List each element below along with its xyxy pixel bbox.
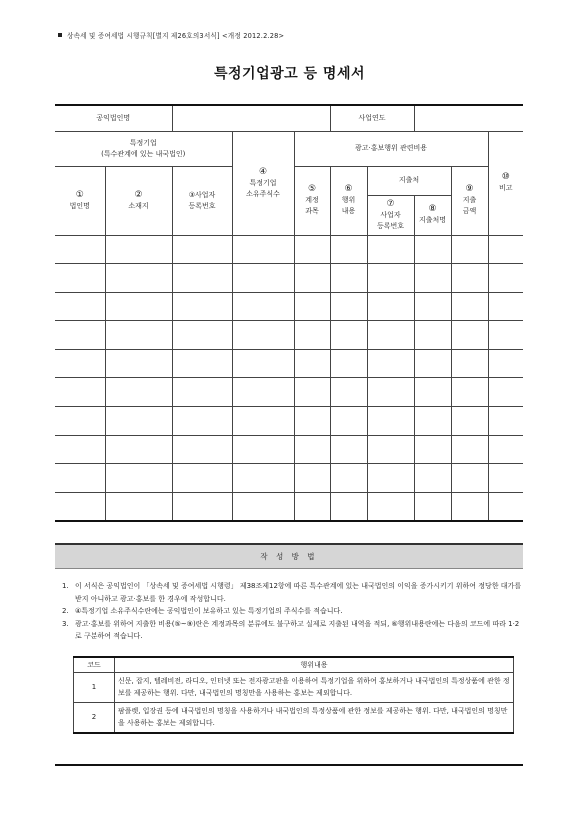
specific-corp-group-header [55,131,232,166]
entry-cell[interactable] [414,464,451,493]
fiscal-year-label: 사업연도 [330,105,414,131]
col-shares-header [232,131,294,235]
col-account-label-1: 계정 [305,196,319,204]
corp-name-label: 공익법인명 [55,105,172,131]
entry-cell[interactable] [330,235,367,264]
entry-cell[interactable] [330,292,367,321]
table-row [55,464,523,493]
entry-cell[interactable] [488,435,523,464]
entry-cell[interactable] [330,264,367,293]
guide-note-number: 2. [62,607,69,615]
corp-name-field[interactable] [172,105,330,131]
guide-note-text: 이 서식은 공익법인이 「상속세 및 증여세법 시행령」 제38조제12항에 따른 특수관계에 있는 내국법인의 이익을 증가시키기 위하여 정당한 대가를 받지 아니하고 광고·홍보를 한 경우에 작성합니다. [75,582,522,603]
entry-cell[interactable] [172,378,232,407]
col-location-number: ② [134,189,143,200]
entry-cell[interactable] [330,464,367,493]
col-payee-bizno-number: ⑦ [386,198,395,209]
entry-cell[interactable] [172,492,232,521]
col-amount-number: ⑨ [465,184,474,194]
entry-cell[interactable] [488,464,523,493]
col-action-number: ⑥ [344,184,353,194]
entry-cell[interactable] [294,235,330,264]
col-payee-name-label: 지출처명 [418,216,447,224]
specific-corp-sublabel: (특수관계에 있는 내국법인) [101,149,186,158]
entry-cell[interactable] [367,464,414,493]
entry-cell[interactable] [294,292,330,321]
col-account-number: ⑤ [307,184,317,194]
col-amount-label-1: 지출 [462,196,477,204]
entry-cell[interactable] [172,292,232,321]
entry-cell[interactable] [55,407,105,436]
entry-cell[interactable] [330,349,367,378]
entry-cell[interactable] [330,378,367,407]
table-row [55,235,523,264]
entry-cell[interactable] [488,349,523,378]
col-corp-name-number: ① [75,189,84,200]
entry-cell[interactable] [488,492,523,521]
table-row [55,321,523,350]
entry-cell[interactable] [232,235,294,264]
entry-cell[interactable] [55,292,105,321]
entry-cell[interactable] [488,235,523,264]
entry-cell[interactable] [451,292,488,321]
entry-cell[interactable] [451,407,488,436]
table-row [55,349,523,378]
entry-cell[interactable] [55,378,105,407]
entry-cell[interactable] [294,464,330,493]
entry-cell[interactable] [330,407,367,436]
writing-guide-header: 작 성 방 법 [55,543,523,569]
col-bizno-header [172,166,232,235]
entry-cell[interactable] [55,264,105,293]
entry-cell[interactable] [488,292,523,321]
entry-cell[interactable] [105,292,172,321]
entry-cell[interactable] [55,435,105,464]
entry-cell[interactable] [105,321,172,350]
col-account-label-2: 과목 [305,207,319,215]
entry-cell[interactable] [105,407,172,436]
entry-cell[interactable] [488,407,523,436]
col-location-label: 소재지 [128,201,149,210]
entry-cell[interactable] [232,321,294,350]
statement-table [55,104,523,522]
guide-note-3 [62,618,524,643]
entry-cell[interactable] [414,235,451,264]
entry-cell[interactable] [232,407,294,436]
entry-cell[interactable] [105,492,172,521]
col-shares-label-2: 소유주식수 [246,189,280,198]
code-value: 1 [74,672,115,702]
entry-cell[interactable] [105,349,172,378]
entry-cell[interactable] [367,492,414,521]
code-column-header: 코드 [74,657,115,672]
code-value: 2 [74,702,115,733]
entry-cell[interactable] [294,492,330,521]
entry-cell[interactable] [367,321,414,350]
entry-cell[interactable] [105,264,172,293]
table-row [55,264,523,293]
specific-corp-label: 특정기업 [129,138,157,147]
entry-cell[interactable] [451,235,488,264]
col-action-label-2: 내용 [341,207,356,215]
entry-cell[interactable] [367,435,414,464]
entry-cell[interactable] [414,378,451,407]
col-bizno-label-2: 등록번호 [188,201,216,210]
entry-cell[interactable] [294,435,330,464]
entry-cell[interactable] [55,464,105,493]
col-location-header [105,166,172,235]
form-reference-text: 상속세 및 증여세법 시행규칙[별지 제26호의3서식] <개정 2012.2.28> [67,32,285,40]
entry-cell[interactable] [294,264,330,293]
entry-cell[interactable] [488,378,523,407]
entry-cell[interactable] [451,435,488,464]
col-payee-name-number: ⑧ [428,204,437,214]
code-description: 팜플렛, 입장권 등에 내국법인의 명칭을 사용하거나 내국법인의 특정상품에 관한 정보를 제공하는 행위. 다만, 내국법인의 명칭만을 사용하는 홍보는 제외합니다. [115,702,514,733]
entry-cell[interactable] [172,321,232,350]
entry-cell[interactable] [232,292,294,321]
col-bizno-label-1: ③사업자 [188,190,216,199]
col-remarks-number: ⑩ [501,172,510,182]
col-amount-header [451,166,488,235]
col-action-header [330,166,367,235]
entry-cell[interactable] [232,492,294,521]
entry-cell[interactable] [451,321,488,350]
table-row [55,407,523,436]
col-remarks-header [488,131,523,235]
payee-group-header: 지출처 [367,166,451,195]
entry-cell[interactable] [367,292,414,321]
col-account-header [294,166,330,235]
entry-cell[interactable] [105,464,172,493]
entry-cell[interactable] [414,407,451,436]
entry-cell[interactable] [172,235,232,264]
entry-cell[interactable] [451,464,488,493]
entry-cell[interactable] [330,492,367,521]
entry-cell[interactable] [232,264,294,293]
col-payee-bizno-label-2: 등록번호 [376,221,405,230]
entry-cell[interactable] [105,435,172,464]
entry-cell[interactable] [451,378,488,407]
entry-cell[interactable] [367,349,414,378]
entry-cell[interactable] [414,349,451,378]
entry-cell[interactable] [172,464,232,493]
entry-cell[interactable] [172,407,232,436]
table-row [55,378,523,407]
col-action-label-1: 행위 [341,196,356,204]
guide-note-2 [62,605,524,618]
page-title: 특정기업광고 등 명세서 [214,66,365,82]
entry-cell[interactable] [294,321,330,350]
entry-cell[interactable] [414,292,451,321]
entry-cell[interactable] [294,378,330,407]
entry-cell[interactable] [55,349,105,378]
guide-note-1 [62,580,524,605]
guide-note-number: 1. [62,582,69,590]
entry-cell[interactable] [232,464,294,493]
entry-cell[interactable] [105,235,172,264]
col-amount-label-2: 금액 [462,207,477,215]
writing-guide-notes [62,580,524,643]
guide-note-text: 광고·홍보를 위하여 지출한 비용(⑤~⑨)란은 계정과목의 분류에도 불구하고 실제로 지출된 내역을 적되, ⑥행위내용란에는 다음의 코드에 따라 1·2로 구분하여 적습니다. [75,619,520,640]
action-column-header: 행위내용 [115,657,514,672]
action-code-table [73,656,514,734]
col-corp-name-label: 법인명 [69,201,90,210]
col-remarks-label: 비고 [499,184,513,192]
bottom-rule [55,764,523,766]
entry-cell[interactable] [55,235,105,264]
entry-cell[interactable] [232,378,294,407]
table-row [55,292,523,321]
table-row [55,435,523,464]
entry-cell[interactable] [172,349,232,378]
ad-cost-group-header: 광고·홍보행위 관련비용 [294,131,488,166]
guide-note-number: 3. [62,619,69,628]
entry-cell[interactable] [232,349,294,378]
entry-cell[interactable] [414,264,451,293]
entry-cell[interactable] [451,264,488,293]
entry-cell[interactable] [232,435,294,464]
col-corp-name-header [55,166,105,235]
entry-cell[interactable] [414,492,451,521]
entry-cell[interactable] [367,378,414,407]
fiscal-year-field[interactable] [414,105,523,131]
entry-cell[interactable] [294,349,330,378]
entry-cell[interactable] [55,321,105,350]
entry-cell[interactable] [451,349,488,378]
guide-note-text: ④특정기업 소유주식수란에는 공익법인이 보유하고 있는 특정기업의 주식수를 적습니다. [75,607,343,615]
entry-cell[interactable] [367,264,414,293]
table-row [55,492,523,521]
entry-cell[interactable] [451,492,488,521]
entry-cell[interactable] [367,235,414,264]
entry-cell[interactable] [367,407,414,436]
entry-cell[interactable] [172,264,232,293]
col-payee-name-header [414,195,451,235]
square-bullet-icon [58,33,62,37]
entry-cell[interactable] [414,321,451,350]
entry-cell[interactable] [105,378,172,407]
form-reference-note [58,30,284,40]
entry-cell[interactable] [294,407,330,436]
col-payee-bizno-header [367,195,414,235]
entry-cell[interactable] [414,435,451,464]
code-description: 신문, 잡지, 텔레비전, 라디오, 인터넷 또는 전자광고판을 이용하여 특정기업을 위하여 홍보하거나 내국법인의 특정상품에 관한 정보를 제공하는 행위. 다만, 내국법인의 명칭만을 사용하는 홍보는 제외합니다. [115,672,514,702]
entry-cell[interactable] [488,264,523,293]
entry-cell[interactable] [330,435,367,464]
col-shares-number: ④ [258,166,268,177]
col-payee-bizno-label-1: 사업자 [380,210,401,219]
entry-cell[interactable] [330,321,367,350]
entry-cell[interactable] [55,492,105,521]
col-shares-label-1: 특정기업 [249,178,277,187]
entry-cell[interactable] [172,435,232,464]
entry-cell[interactable] [488,321,523,350]
